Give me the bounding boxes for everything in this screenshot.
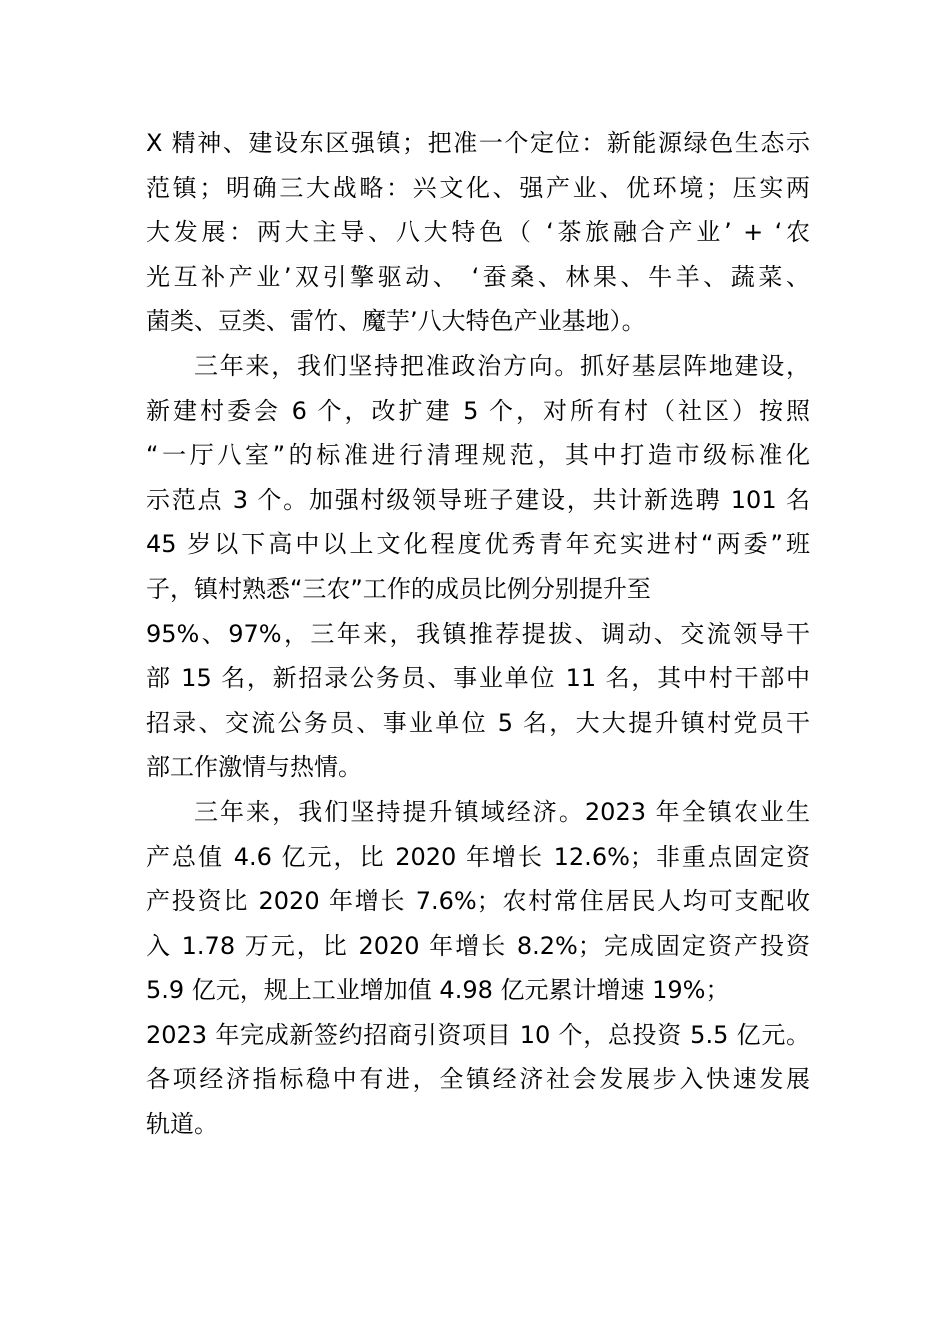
paragraph-line: 轨道。 xyxy=(146,1110,218,1139)
paragraph-line: 5.9 亿元，规上工业增加值 4.98 亿元累计增速 19%； xyxy=(146,976,730,1005)
paragraph-line: X 精神、建设东区强镇；把准一个定位：新能源绿色生态示 xyxy=(146,129,810,157)
paragraph-line: 菌类、豆类、雷竹、魔芋’八大特色产业基地）。 xyxy=(146,307,646,336)
paragraph-line: 入 1.78 万元，比 2020 年增长 8.2%；完成固定资产投资 xyxy=(146,931,810,960)
paragraph-line: “一厅八室”的标准进行清理规范，其中打造市级标准化 xyxy=(146,441,810,470)
paragraph-line: 大发展：两大主导、八大特色（ ‘茶旅融合产业’ + ‘农 xyxy=(146,218,810,247)
paragraph-line: 各项经济指标稳中有进，全镇经济社会发展步入快速发展 xyxy=(146,1065,810,1094)
paragraph-line: 子，镇村熟悉“三农”工作的成员比例分别提升至 xyxy=(146,574,651,603)
paragraph-line: 产投资比 2020 年增长 7.6%；农村常住居民人均可支配收 xyxy=(146,887,810,916)
paragraph-line: 95%、97%，三年来，我镇推荐提拔、调动、交流领导干 xyxy=(146,619,810,648)
paragraph-line: 三年来，我们坚持把准政治方向。抓好基层阵地建设， xyxy=(194,351,810,380)
paragraph-line: 2023 年完成新签约招商引资项目 10 个，总投资 5.5 亿元。 xyxy=(146,1020,810,1049)
paragraph-line: 范镇；明确三大战略：兴文化、强产业、优环境；压实两 xyxy=(146,173,810,202)
paragraph-line: 部 15 名，新招录公务员、事业单位 11 名，其中村干部中 xyxy=(146,664,810,693)
document-body xyxy=(146,121,810,1147)
paragraph-line: 产总值 4.6 亿元，比 2020 年增长 12.6%；非重点固定资 xyxy=(146,842,810,871)
paragraph-line: 光互补产业’双引擎驱动、 ‘蚕桑、林果、牛羊、蔬菜、 xyxy=(146,262,810,291)
paragraph-line: 45 岁以下高中以上文化程度优秀青年充实进村“两委”班 xyxy=(146,530,810,559)
paragraph-line: 部工作激情与热情。 xyxy=(146,753,362,782)
paragraph-3 xyxy=(146,790,810,1147)
paragraph-1 xyxy=(146,121,810,344)
paragraph-line: 招录、交流公务员、事业单位 5 名，大大提升镇村党员干 xyxy=(146,708,810,737)
paragraph-line: 三年来，我们坚持提升镇域经济。2023 年全镇农业生 xyxy=(194,797,810,826)
paragraph-2 xyxy=(146,344,810,790)
paragraph-line: 新建村委会 6 个，改扩建 5 个，对所有村（社区）按照 xyxy=(146,396,810,425)
paragraph-line: 示范点 3 个。加强村级领导班子建设，共计新选聘 101 名 xyxy=(146,485,810,514)
